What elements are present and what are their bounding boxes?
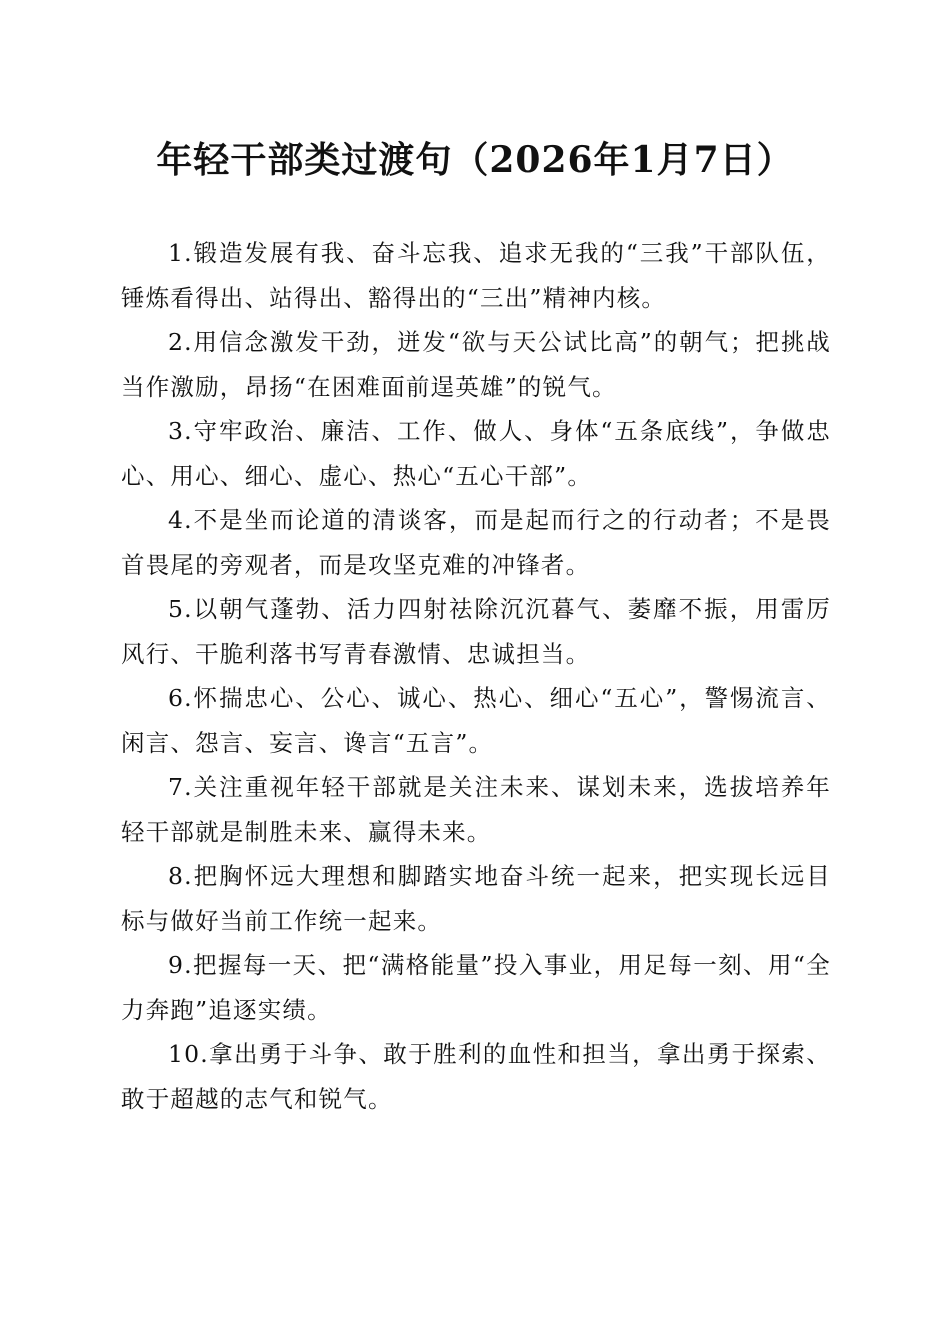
paragraph-9: 9.把握每一天、把“满格能量”投入事业，用足每一刻、用“全力奔跑”追逐实绩。 (121, 951, 831, 1024)
paragraph-1: 1.锻造发展有我、奋斗忘我、追求无我的“三我”干部队伍，锤炼看得出、站得出、豁得出的“三出”精神内核。 (121, 239, 831, 312)
paragraph-5: 5.以朝气蓬勃、活力四射祛除沉沉暮气、萎靡不振，用雷厉风行、干脆利落书写青春激情、忠诚担当。 (121, 595, 831, 668)
document-body (121, 231, 831, 1121)
paragraph-7: 7.关注重视年轻干部就是关注未来、谋划未来，选拔培养年轻干部就是制胜未来、赢得未来。 (121, 773, 831, 846)
paragraph-3: 3.守牢政治、廉洁、工作、做人、身体“五条底线”，争做忠心、用心、细心、虚心、热心“五心干部”。 (121, 417, 831, 490)
paragraph-8: 8.把胸怀远大理想和脚踏实地奋斗统一起来，把实现长远目标与做好当前工作统一起来。 (121, 862, 831, 935)
paragraph-4: 4.不是坐而论道的清谈客，而是起而行之的行动者；不是畏首畏尾的旁观者，而是攻坚克难的冲锋者。 (121, 506, 831, 579)
document-title: 年轻干部类过渡句（2026年1月7日） (156, 139, 794, 181)
paragraph-10: 10.拿出勇于斗争、敢于胜利的血性和担当，拿出勇于探索、敢于超越的志气和锐气。 (121, 1040, 831, 1113)
paragraph-2: 2.用信念激发干劲，迸发“欲与天公试比高”的朝气；把挑战当作激励，昂扬“在困难面前逞英雄”的锐气。 (121, 328, 831, 401)
paragraph-6: 6.怀揣忠心、公心、诚心、热心、细心“五心”，警惕流言、闲言、怨言、妄言、谗言“五言”。 (121, 684, 831, 757)
